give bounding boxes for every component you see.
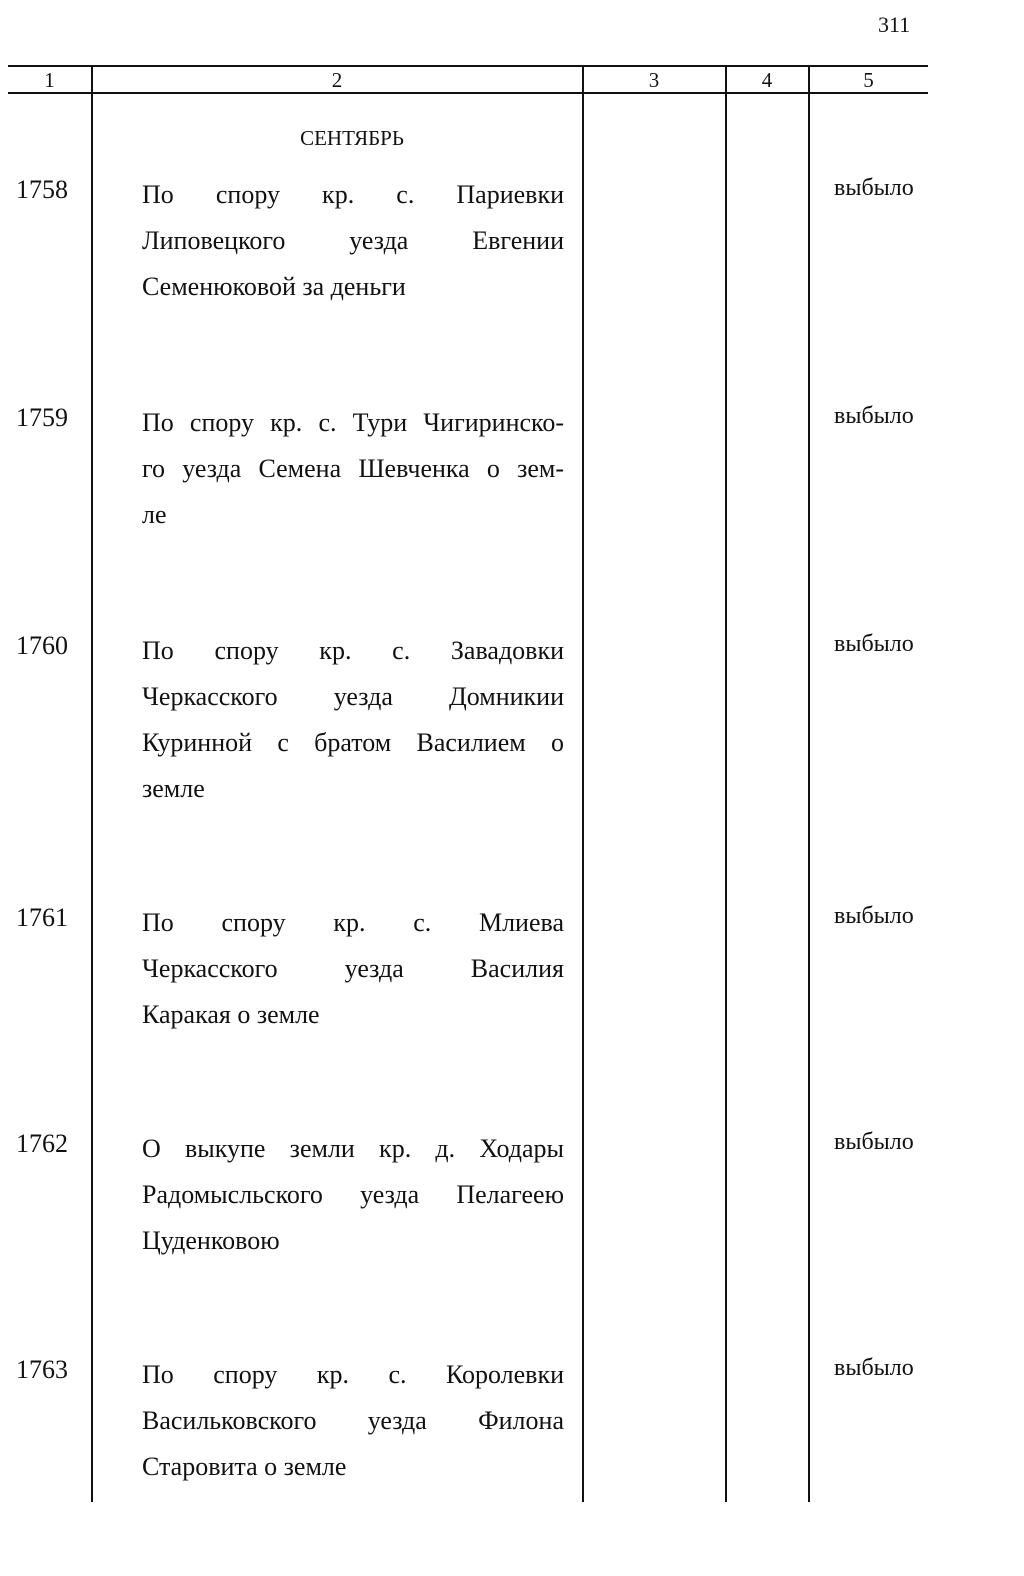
- entry-description: [142, 1126, 564, 1264]
- entry-number: 1759: [16, 403, 68, 432]
- description-line: земле: [142, 774, 205, 803]
- description-line: По спору кр. с. Королевки: [142, 1360, 564, 1389]
- entry-description: [142, 1352, 564, 1490]
- column-divider: [91, 66, 93, 1502]
- column-header-1: 1: [44, 68, 55, 92]
- column-divider: [725, 66, 727, 1502]
- column-header-2: 2: [331, 68, 343, 92]
- description-line: ле: [142, 500, 167, 529]
- entry-status: выбыло: [834, 1129, 914, 1155]
- entry-number: 1761: [16, 903, 68, 932]
- column-header-3: 3: [648, 68, 660, 92]
- entry-status: выбыло: [834, 903, 914, 929]
- description-line: По спору кр. с. Млиева: [142, 908, 564, 937]
- entry-description: [142, 628, 564, 812]
- column-header-4: 4: [761, 68, 773, 92]
- description-line: Старовита о земле: [142, 1452, 347, 1481]
- description-line: Липовецкого уезда Евгении: [142, 226, 564, 255]
- description-line: По спору кр. с. Завадовки: [142, 636, 564, 665]
- table-top-rule: [8, 65, 928, 67]
- entry-description: [142, 172, 564, 310]
- entry-number: 1758: [16, 175, 68, 204]
- description-line: По спору кр. с. Париевки: [142, 180, 564, 209]
- entry-number: 1760: [16, 631, 68, 660]
- description-line: Семенюковой за деньги: [142, 272, 406, 301]
- description-line: Куринной с братом Василием о: [142, 728, 564, 757]
- month-heading: СЕНТЯБРЬ: [300, 126, 404, 150]
- column-header-5: 5: [863, 68, 874, 92]
- entry-status: выбыло: [834, 175, 914, 201]
- description-line: го уезда Семена Шевченка о зем-: [142, 454, 564, 483]
- entry-description: [142, 900, 564, 1038]
- entry-number: 1763: [16, 1355, 68, 1384]
- description-line: О выкупе земли кр. д. Ходары: [142, 1134, 564, 1163]
- entry-number: 1762: [16, 1129, 68, 1158]
- column-divider: [582, 66, 584, 1502]
- entry-status: выбыло: [834, 631, 914, 657]
- description-line: Васильковского уезда Филона: [142, 1406, 564, 1435]
- description-line: Черкасского уезда Василия: [142, 954, 564, 983]
- description-line: По спору кр. с. Тури Чигиринско-: [142, 408, 564, 437]
- entry-status: выбыло: [834, 1355, 914, 1381]
- page-number: 311: [878, 12, 911, 37]
- entry-status: выбыло: [834, 403, 914, 429]
- column-divider: [808, 66, 810, 1502]
- entry-description: [142, 400, 564, 538]
- description-line: Радомысльского уезда Пелагеею: [142, 1180, 564, 1209]
- description-line: Каракая о земле: [142, 1000, 320, 1029]
- description-line: Черкасского уезда Домникии: [142, 682, 564, 711]
- description-line: Цуденковою: [142, 1226, 280, 1255]
